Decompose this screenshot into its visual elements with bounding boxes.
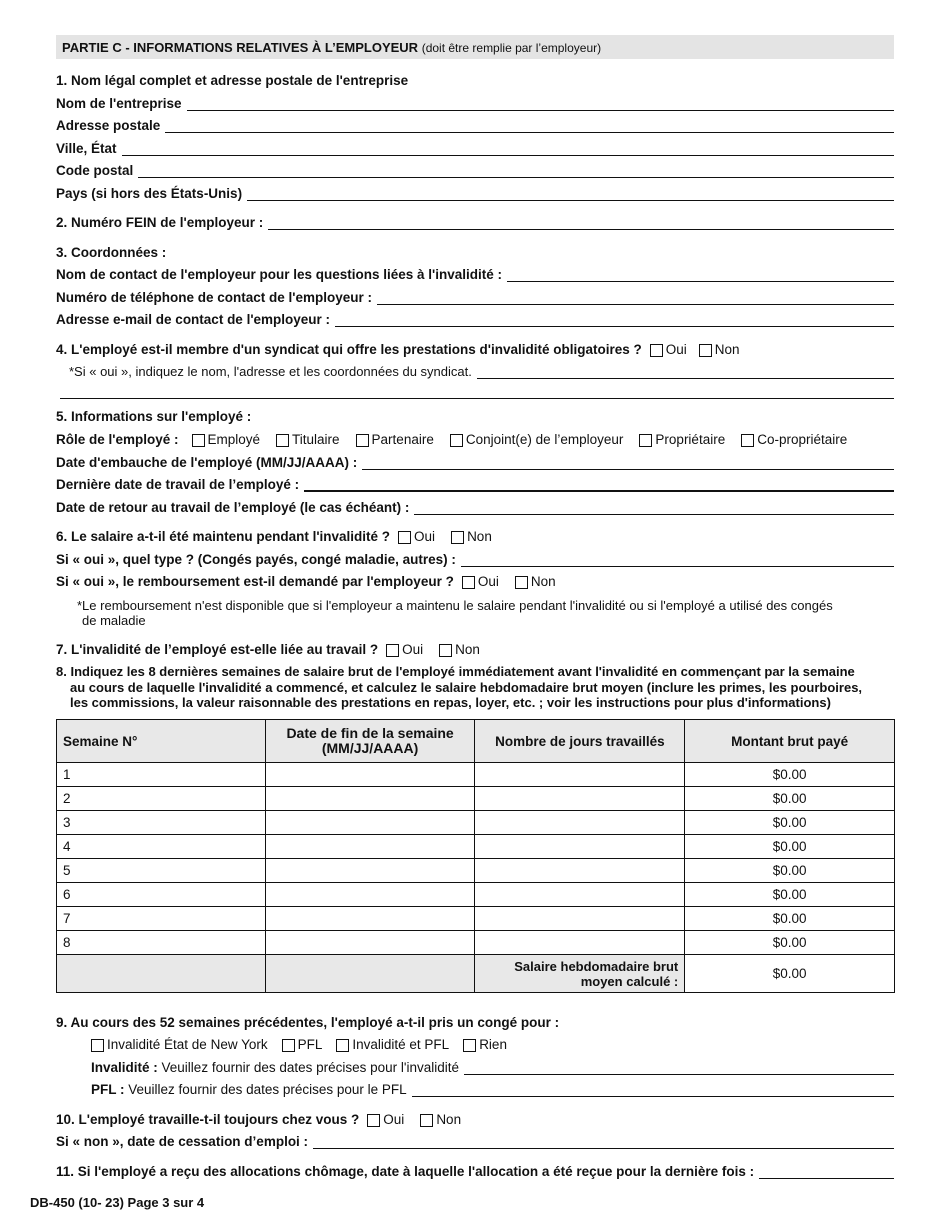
role-coowner-checkbox[interactable] bbox=[741, 434, 754, 447]
average-value[interactable]: $0.00 bbox=[685, 955, 895, 993]
q3-title bbox=[56, 242, 894, 260]
role-holder-label: Titulaire bbox=[292, 432, 340, 447]
reimbursement-row bbox=[56, 571, 894, 589]
gross-amount-cell[interactable]: $0.00 bbox=[685, 883, 895, 907]
separation-label: Si « non », date de cessation d’emploi : bbox=[56, 1134, 309, 1149]
last-work-row bbox=[56, 474, 894, 492]
col-amount-header: Montant brut payé bbox=[685, 720, 895, 763]
gross-amount-cell[interactable]: $0.00 bbox=[685, 811, 895, 835]
return-date-label: Date de retour au travail de l’employé (le cas échéant) : bbox=[56, 500, 410, 515]
average-empty-cell bbox=[265, 955, 475, 993]
city-label: Ville, État bbox=[56, 141, 117, 156]
salary-type-row bbox=[56, 549, 894, 567]
role-coowner-label: Co-propriétaire bbox=[757, 432, 848, 447]
page-footer: DB-450 (10- 23) Page 3 sur 4 bbox=[30, 1195, 205, 1210]
contact-name-field[interactable] bbox=[507, 267, 894, 282]
address-row bbox=[56, 115, 894, 133]
pfl-dates-label: PFL : bbox=[91, 1082, 125, 1097]
week-number-cell: 4 bbox=[57, 835, 266, 859]
q8-line-2-text: au cours de laquelle l'invalidité a commencé, et calculez le salaire hebdomadaire brut moyen (inclure les primes, les pourboires, bbox=[70, 680, 863, 695]
unemployment-row bbox=[56, 1161, 894, 1179]
q8-line-3-text: les commissions, la valeur raisonnable des prestations en repas, loyer, etc. ; voir les instructions pour plus d'informations) bbox=[70, 695, 831, 710]
week-end-date-cell[interactable] bbox=[265, 931, 475, 955]
contact-email-label: Adresse e-mail de contact de l'employeur : bbox=[56, 312, 331, 327]
separation-row bbox=[56, 1131, 894, 1149]
disability-dates-field[interactable] bbox=[464, 1060, 894, 1075]
q9-title-text: 9. Au cours des 52 semaines précédentes, l'employé a-t-il pris un congé pour : bbox=[56, 1015, 560, 1030]
separation-date-field[interactable] bbox=[313, 1134, 894, 1149]
city-field[interactable] bbox=[122, 141, 894, 156]
table-row bbox=[57, 907, 895, 931]
week-number-cell: 1 bbox=[57, 763, 266, 787]
union-yes-checkbox[interactable] bbox=[650, 344, 663, 357]
role-employee-checkbox[interactable] bbox=[192, 434, 205, 447]
union-info-field[interactable] bbox=[477, 364, 894, 379]
union-note: *Si « oui », indiquez le nom, l'adresse et les coordonnées du syndicat. bbox=[69, 364, 472, 379]
union-row bbox=[56, 339, 894, 357]
q1-title bbox=[56, 70, 894, 88]
average-label bbox=[475, 955, 685, 993]
average-label-2: moyen calculé : bbox=[580, 973, 679, 989]
still-working-yes-checkbox[interactable] bbox=[367, 1114, 380, 1127]
union-info-field-2[interactable] bbox=[60, 398, 894, 399]
work-related-no-label: Non bbox=[455, 642, 480, 657]
address-field[interactable] bbox=[165, 118, 894, 133]
days-worked-cell[interactable] bbox=[475, 859, 685, 883]
q1-title-text: 1. Nom légal complet et adresse postale de l'entreprise bbox=[56, 73, 409, 88]
still-working-no-checkbox[interactable] bbox=[420, 1114, 433, 1127]
role-spouse-label: Conjoint(e) de l’employeur bbox=[465, 432, 624, 447]
week-number-cell: 3 bbox=[57, 811, 266, 835]
work-related-yes-label: Oui bbox=[402, 642, 424, 657]
role-partner-label: Partenaire bbox=[371, 432, 434, 447]
week-end-date-cell[interactable] bbox=[265, 787, 475, 811]
return-date-row bbox=[56, 497, 894, 515]
gross-amount-cell[interactable]: $0.00 bbox=[685, 931, 895, 955]
still-working-no-label: Non bbox=[436, 1112, 462, 1127]
hire-date-label: Date d'embauche de l'employé (MM/JJ/AAAA) : bbox=[56, 455, 358, 470]
reimbursement-yes-checkbox[interactable] bbox=[462, 576, 475, 589]
salary-no-checkbox[interactable] bbox=[451, 531, 464, 544]
hire-date-row bbox=[56, 452, 894, 470]
col-end-date-header: Date de fin de la semaine (MM/JJ/AAAA) bbox=[265, 720, 475, 763]
week-end-date-cell[interactable] bbox=[265, 883, 475, 907]
gross-amount-cell[interactable]: $0.00 bbox=[685, 787, 895, 811]
company-name-label: Nom de l'entreprise bbox=[56, 96, 182, 111]
leave-nys-checkbox[interactable] bbox=[91, 1039, 104, 1052]
pfl-dates-field[interactable] bbox=[412, 1082, 894, 1097]
days-worked-cell[interactable] bbox=[475, 763, 685, 787]
role-owner-label: Propriétaire bbox=[655, 432, 726, 447]
salary-type-field[interactable] bbox=[461, 552, 894, 567]
q8-line-3 bbox=[70, 692, 894, 710]
country-field[interactable] bbox=[247, 186, 894, 201]
still-working-label: 10. L'employé travaille-t-il toujours chez vous ? bbox=[56, 1112, 360, 1127]
still-working-row bbox=[56, 1109, 894, 1127]
table-row bbox=[57, 787, 895, 811]
week-number-cell: 8 bbox=[57, 931, 266, 955]
union-no-label: Non bbox=[714, 342, 740, 357]
role-owner-checkbox[interactable] bbox=[639, 434, 652, 447]
zip-label: Code postal bbox=[56, 163, 134, 178]
gross-amount-cell[interactable]: $0.00 bbox=[685, 763, 895, 787]
leave-options-row bbox=[84, 1034, 894, 1052]
return-date-field[interactable] bbox=[414, 500, 894, 515]
still-working-yes-label: Oui bbox=[383, 1112, 405, 1127]
average-label-1: Salaire hebdomadaire brut bbox=[514, 958, 679, 974]
gross-amount-cell[interactable]: $0.00 bbox=[685, 859, 895, 883]
table-row bbox=[57, 859, 895, 883]
q9-title bbox=[56, 1012, 894, 1030]
salary-label: 6. Le salaire a-t-il été maintenu pendant l'invalidité ? bbox=[56, 529, 391, 544]
union-label: 4. L'employé est-il membre d'un syndicat qui offre les prestations d'invalidité obligatoires ? bbox=[56, 342, 642, 357]
disability-dates-label: Invalidité : bbox=[91, 1060, 158, 1075]
fein-field[interactable] bbox=[268, 215, 894, 230]
wages-header-row bbox=[57, 720, 895, 763]
country-row bbox=[56, 183, 894, 201]
work-related-row bbox=[56, 639, 894, 657]
role-partner-checkbox[interactable] bbox=[356, 434, 369, 447]
contact-email-field[interactable] bbox=[335, 312, 894, 327]
leave-none-label: Rien bbox=[479, 1037, 507, 1052]
last-work-label: Dernière date de travail de l’employé : bbox=[56, 477, 300, 492]
leave-both-label: Invalidité et PFL bbox=[352, 1037, 450, 1052]
pfl-dates-row bbox=[91, 1079, 894, 1097]
week-end-date-cell[interactable] bbox=[265, 907, 475, 931]
contact-phone-label: Numéro de téléphone de contact de l'employeur : bbox=[56, 290, 373, 305]
city-row bbox=[56, 138, 894, 156]
wages-table bbox=[56, 719, 895, 993]
section-note: (doit être remplie par l’employeur) bbox=[421, 41, 602, 55]
average-row bbox=[57, 955, 895, 993]
section-header bbox=[56, 35, 894, 59]
week-end-date-cell[interactable] bbox=[265, 763, 475, 787]
week-number-cell: 7 bbox=[57, 907, 266, 931]
leave-pfl-label: PFL bbox=[297, 1037, 323, 1052]
union-yes-label: Oui bbox=[665, 342, 687, 357]
reimbursement-note-1-text: *Le remboursement n'est disponible que si l'employeur a maintenu le salaire pendant l'invalidité ou si l'employé a utilisé des congés bbox=[77, 598, 833, 613]
role-label: Rôle de l'employé : bbox=[56, 432, 179, 447]
work-related-yes-checkbox[interactable] bbox=[386, 644, 399, 657]
leave-nys-label: Invalidité État de New York bbox=[107, 1037, 268, 1052]
col-days-header: Nombre de jours travaillés bbox=[475, 720, 685, 763]
q8-line-1-text: 8. Indiquez les 8 dernières semaines de salaire brut de l'employé immédiatement avant l'invalidité en commençant par la semaine bbox=[56, 664, 855, 679]
week-number-cell: 2 bbox=[57, 787, 266, 811]
address-label: Adresse postale bbox=[56, 118, 161, 133]
company-name-field[interactable] bbox=[187, 96, 895, 111]
col-week-header: Semaine N° bbox=[57, 720, 266, 763]
fein-label: 2. Numéro FEIN de l'employeur : bbox=[56, 215, 264, 230]
zip-field[interactable] bbox=[138, 163, 894, 178]
days-worked-cell[interactable] bbox=[475, 931, 685, 955]
days-worked-cell[interactable] bbox=[475, 907, 685, 931]
days-worked-cell[interactable] bbox=[475, 787, 685, 811]
reimbursement-no-label: Non bbox=[530, 574, 556, 589]
disability-dates-row bbox=[91, 1057, 894, 1075]
leave-pfl-checkbox[interactable] bbox=[282, 1039, 295, 1052]
country-label: Pays (si hors des États-Unis) bbox=[56, 186, 243, 201]
q3-title-text: 3. Coordonnées : bbox=[56, 245, 167, 260]
contact-phone-field[interactable] bbox=[377, 290, 894, 305]
contact-phone-row bbox=[56, 287, 894, 305]
pfl-dates-text: Veuillez fournir des dates précises pour le PFL bbox=[128, 1082, 407, 1097]
week-number-cell: 6 bbox=[57, 883, 266, 907]
week-end-date-cell[interactable] bbox=[265, 859, 475, 883]
unemployment-date-field[interactable] bbox=[759, 1164, 894, 1179]
week-end-date-cell[interactable] bbox=[265, 835, 475, 859]
role-row bbox=[56, 429, 894, 447]
days-worked-cell[interactable] bbox=[475, 883, 685, 907]
contact-name-row bbox=[56, 264, 894, 282]
last-work-field[interactable] bbox=[304, 476, 894, 492]
q5-title bbox=[56, 406, 894, 424]
gross-amount-cell[interactable]: $0.00 bbox=[685, 907, 895, 931]
reimbursement-label: Si « oui », le remboursement est-il demandé par l'employeur ? bbox=[56, 574, 454, 589]
table-row bbox=[57, 931, 895, 955]
q5-title-text: 5. Informations sur l'employé : bbox=[56, 409, 252, 424]
contact-name-label: Nom de contact de l'employeur pour les questions liées à l'invalidité : bbox=[56, 267, 503, 282]
union-note-row bbox=[69, 361, 894, 379]
reimbursement-note-2-text: de maladie bbox=[82, 613, 146, 628]
gross-amount-cell[interactable]: $0.00 bbox=[685, 835, 895, 859]
days-worked-cell[interactable] bbox=[475, 811, 685, 835]
salary-no-label: Non bbox=[467, 529, 492, 544]
table-row bbox=[57, 835, 895, 859]
contact-email-row bbox=[56, 309, 894, 327]
reimbursement-no-checkbox[interactable] bbox=[515, 576, 528, 589]
salary-type-label: Si « oui », quel type ? (Congés payés, congé maladie, autres) : bbox=[56, 552, 456, 567]
work-related-label: 7. L'invalidité de l’employé est-elle liée au travail ? bbox=[56, 642, 379, 657]
week-end-date-cell[interactable] bbox=[265, 811, 475, 835]
hire-date-field[interactable] bbox=[362, 455, 894, 470]
role-employee-label: Employé bbox=[207, 432, 261, 447]
leave-both-checkbox[interactable] bbox=[336, 1039, 349, 1052]
salary-yes-checkbox[interactable] bbox=[398, 531, 411, 544]
unemployment-label: 11. Si l'employé a reçu des allocations chômage, date à laquelle l'allocation a été reçue pour la dernière fois : bbox=[56, 1164, 755, 1179]
role-spouse-checkbox[interactable] bbox=[450, 434, 463, 447]
table-row bbox=[57, 811, 895, 835]
reimbursement-note-2 bbox=[82, 610, 894, 628]
fein-row bbox=[56, 212, 894, 230]
section-title: PARTIE C - INFORMATIONS RELATIVES À L’EMPLOYEUR bbox=[62, 40, 419, 55]
reimbursement-yes-label: Oui bbox=[477, 574, 499, 589]
table-row bbox=[57, 883, 895, 907]
union-no-checkbox[interactable] bbox=[699, 344, 712, 357]
week-number-cell: 5 bbox=[57, 859, 266, 883]
role-holder-checkbox[interactable] bbox=[276, 434, 289, 447]
company-name-row bbox=[56, 93, 894, 111]
disability-dates-text: Veuillez fournir des dates précises pour l'invalidité bbox=[161, 1060, 460, 1075]
days-worked-cell[interactable] bbox=[475, 835, 685, 859]
table-row bbox=[57, 763, 895, 787]
zip-row bbox=[56, 160, 894, 178]
salary-yes-label: Oui bbox=[414, 529, 436, 544]
work-related-no-checkbox[interactable] bbox=[439, 644, 452, 657]
leave-none-checkbox[interactable] bbox=[463, 1039, 476, 1052]
average-empty-cell bbox=[57, 955, 266, 993]
salary-row bbox=[56, 526, 894, 544]
